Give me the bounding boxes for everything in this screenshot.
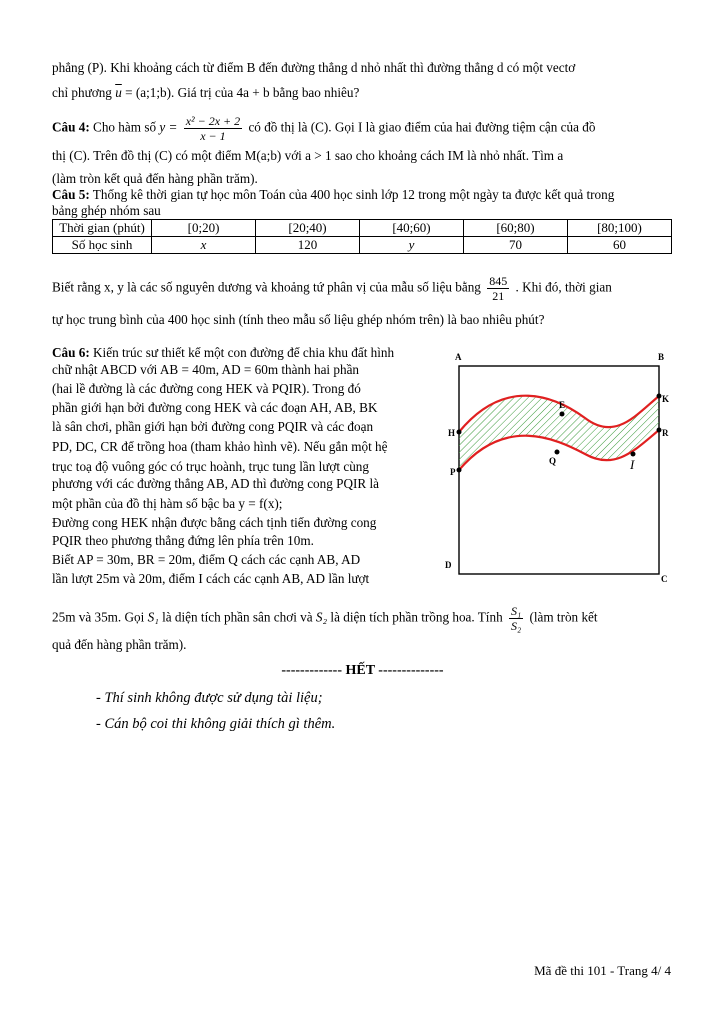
table-cell: [80;100) [567, 220, 671, 237]
q6-line: lần lượt 25m và 20m, điểm I cách các cạnh AB, AD lần lượt [52, 571, 370, 586]
q6-line: chữ nhật ABCD với AB = 40m, AD = 60m thành hai phần [52, 362, 360, 377]
table-cell: y [360, 237, 464, 254]
q4-line3: (làm tròn kết quả đến hàng phần trăm). [52, 171, 258, 186]
table-cell: [0;20) [152, 220, 256, 237]
q4-line2: thị (C). Trên đồ thị (C) có một điểm M(a;b) với a > 1 sao cho khoảng cách IM là nhỏ nhất. Tìm a [52, 148, 564, 163]
table-cell: [20;40) [256, 220, 360, 237]
table-cell: 120 [256, 237, 360, 254]
table-cell: 60 [567, 237, 671, 254]
q6-line: trục toạ độ vuông góc có trục hoành, trục tung lần lượt cùng [52, 459, 369, 474]
q4-numerator: x² − 2x + 2 [185, 114, 241, 128]
q6-text: (làm tròn kết [529, 609, 598, 625]
table-row [53, 237, 672, 254]
q5-line2: bảng ghép nhóm sau [52, 203, 161, 218]
label-r: R [662, 428, 669, 438]
q4-text-2: có đồ thị là (C). Gọi I là giao điểm của hai đường tiệm cận của đồ [248, 119, 596, 135]
point-q [555, 450, 560, 455]
q6-line: một phần của đồ thị hàm số bậc ba y = f(x); [52, 496, 283, 511]
q5-text: Thống kê thời gian tự học môn Toán của 400 học sinh lớp 12 trong một ngày ta được kết quả trong [92, 187, 615, 202]
table-cell: Số học sinh [53, 237, 152, 254]
point-p [457, 468, 462, 473]
q6-last-line [52, 604, 598, 633]
q6-line: Biết AP = 30m, BR = 20m, điểm Q cách các cạnh AB, AD [52, 552, 361, 567]
q6-text: 25m và 35m. Gọi [52, 609, 145, 625]
label-e: E [559, 400, 566, 410]
point-r [657, 428, 662, 433]
q4-fx: y = [159, 119, 178, 135]
q3-line2 [52, 85, 359, 101]
q6-line: (hai lề đường là các đường cong HEK và PQIR). Trong đó [52, 381, 361, 396]
label-b: B [658, 352, 665, 362]
q6-label: Câu 6: [52, 345, 90, 360]
q6-text: Kiến trúc sư thiết kế một con đường để chia khu đất hình [93, 345, 395, 360]
q6-line: PD, DC, CR để trồng hoa (tham khảo hình vẽ). Nếu gắn một hệ [52, 439, 388, 454]
q6-line1 [52, 345, 394, 361]
q4-text: Cho hàm số [93, 119, 157, 135]
q4-line1 [52, 114, 595, 143]
page-footer: Mã đề thi 101 - Trang 4/ 4 [534, 963, 671, 978]
table-cell: x [152, 237, 256, 254]
q6-s2: S₂ [315, 609, 328, 625]
note-1: - Thí sinh không được sử dụng tài liệu; [96, 690, 323, 706]
q5-numerator: 845 [489, 274, 508, 288]
q3-text: chỉ phương [52, 85, 112, 100]
q5-label: Câu 5: [52, 187, 90, 202]
label-d: D [445, 560, 452, 570]
q5-line3 [52, 274, 612, 303]
q6-s1: S₁ [147, 609, 159, 625]
q6-fraction [509, 604, 523, 633]
q6-text: là diện tích phần sân chơi và [162, 609, 313, 625]
q6-line: là sân chơi, phần giới hạn bởi đường cong PQIR và các đoạn [52, 419, 374, 434]
table-row [53, 220, 672, 237]
rectangle-abcd [459, 366, 659, 574]
q5-fraction [487, 274, 509, 303]
q4-fraction [184, 114, 242, 143]
q3-text-2: = (a;1;b). Giá trị của 4a + b bằng bao nhiêu? [125, 85, 360, 100]
q6-fraction-den: S₂ [510, 619, 522, 633]
table-cell: [40;60) [360, 220, 464, 237]
q5-text-2: Biết rằng x, y là các số nguyên dương và khoảng tứ phân vị của mẫu số liệu bằng [52, 279, 481, 295]
q4-label: Câu 4: [52, 119, 90, 135]
q3-line1: phẳng (P). Khi khoảng cách từ điểm B đến đường thẳng d nhỏ nhất thì đường thẳng d có một vectơ [52, 60, 576, 75]
label-h: H [448, 428, 456, 438]
label-c: C [661, 574, 668, 584]
table-cell: [60;80) [463, 220, 567, 237]
label-a: A [455, 352, 462, 362]
q6-line: phương với các đường thẳng AB, AD thì đường cong PQIR là [52, 476, 379, 491]
label-p: P [450, 467, 456, 477]
q6-line: Đường cong HEK nhận được bằng cách tịnh tiến đường cong [52, 515, 377, 530]
q6-line: phần giới hạn bởi đường cong HEK và các đoạn AH, AB, BK [52, 400, 378, 415]
frequency-table [52, 219, 672, 254]
table-cell: 70 [463, 237, 567, 254]
label-k: K [662, 394, 670, 404]
label-q: Q [549, 456, 557, 466]
point-i [631, 452, 636, 457]
q5-line1 [52, 187, 614, 203]
q6-text: là diện tích phần trồng hoa. Tính [330, 609, 503, 625]
table-cell: Thời gian (phút) [53, 220, 152, 237]
q5-line4: tự học trung bình của 400 học sinh (tính theo mẫu số liệu ghép nhóm trên) là bao nhiêu phút? [52, 312, 545, 327]
q6-line: PQIR theo phương thẳng đứng lên phía trên 10m. [52, 533, 314, 548]
vector-u: $\overline{u}$ [115, 85, 122, 100]
end-marker: ------------- HẾT -------------- [281, 663, 444, 678]
point-k [657, 394, 662, 399]
q5-text-3: . Khi đó, thời gian [515, 279, 612, 295]
q6-line-final: quả đến hàng phần trăm). [52, 637, 187, 652]
q6-fraction-num: S₁ [510, 604, 522, 618]
point-h [457, 430, 462, 435]
note-2: - Cán bộ coi thi không giải thích gì thêm. [96, 716, 336, 732]
q5-denominator: 21 [492, 289, 505, 303]
label-i: I [630, 457, 635, 472]
land-figure [445, 346, 675, 586]
point-e [560, 412, 565, 417]
q4-denominator: x − 1 [200, 129, 226, 143]
